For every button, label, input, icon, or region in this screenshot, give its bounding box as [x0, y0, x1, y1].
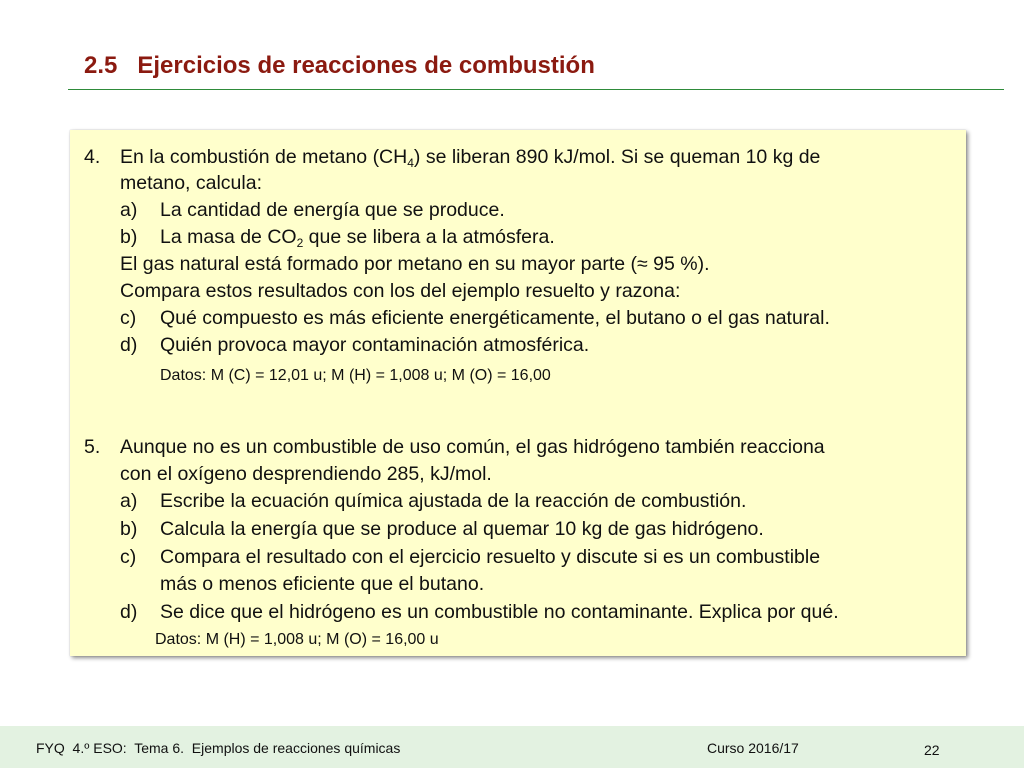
exercise-4-number: 4. [84, 146, 101, 168]
ch4-subscript: 4 [407, 156, 414, 170]
exercise-4-a-text: La cantidad de energía que se produce. [160, 199, 505, 221]
exercise-5-number: 5. [84, 436, 101, 458]
exercise-4-b-post: que se libera a la atmósfera. [303, 226, 555, 248]
page-number: 22 [924, 742, 940, 758]
exercise-4-note-2: Compara estos resultados con los del ejemplo resuelto y razona: [120, 280, 681, 302]
exercise-5-b-text: Calcula la energía que se produce al quemar 10 kg de gas hidrógeno. [160, 518, 764, 540]
exercise-4-d-text: Quién provoca mayor contaminación atmosférica. [160, 334, 590, 356]
exercise-5-c-text-1: Compara el resultado con el ejercicio resuelto y discute si es un combustible [160, 546, 821, 568]
co2-subscript: 2 [296, 236, 304, 250]
exercise-5-a-text: Escribe la ecuación química ajustada de la reacción de combustión. [160, 490, 747, 512]
exercise-4-line-2: metano, calcula: [120, 172, 262, 194]
title-divider [68, 89, 1004, 90]
exercise-4-line-1-pre: En la combustión de metano (CH [120, 146, 408, 168]
exercise-4-c-label: c) [120, 307, 137, 329]
exercise-5-d-label: d) [120, 601, 138, 623]
exercise-5-c-label: c) [120, 546, 137, 568]
exercise-5-line-1: Aunque no es un combustible de uso común, el gas hidrógeno también reacciona [120, 436, 825, 458]
exercise-4-datos: Datos: M (C) = 12,01 u; M (H) = 1,008 u; M (O) = 16,00 [160, 367, 551, 384]
exercise-4-line-1-post: ) se liberan 890 kJ/mol. Si se queman 10 kg de [413, 146, 821, 168]
exercise-4-line-1 [120, 145, 820, 169]
exercise-4-c-text: Qué compuesto es más eficiente energéticamente, el butano o el gas natural. [160, 307, 830, 329]
footer-course-info: FYQ 4.º ESO: Tema 6. Ejemplos de reacciones químicas [36, 740, 401, 756]
exercise-4-b-pre: La masa de CO [160, 226, 297, 248]
exercise-4-d-label: d) [120, 334, 138, 356]
exercise-4-a-label: a) [120, 199, 138, 221]
exercise-4-b-text [160, 225, 555, 249]
exercise-5-d-text: Se dice que el hidrógeno es un combustible no contaminante. Explica por qué. [160, 601, 839, 623]
slide-title: 2.5 Ejercicios de reacciones de combustión [84, 52, 595, 79]
exercise-4-b-label: b) [120, 226, 138, 248]
footer-school-year: Curso 2016/17 [707, 740, 799, 756]
exercise-5-datos: Datos: M (H) = 1,008 u; M (O) = 16,00 u [155, 631, 439, 648]
exercise-5-line-2: con el oxígeno desprendiendo 285, kJ/mol. [120, 463, 492, 485]
exercise-5-b-label: b) [120, 518, 138, 540]
exercise-5-c-text-2: más o menos eficiente que el butano. [160, 573, 485, 595]
exercise-4-note-1: El gas natural está formado por metano en su mayor parte (≈ 95 %). [120, 253, 710, 275]
exercise-5-a-label: a) [120, 490, 138, 512]
